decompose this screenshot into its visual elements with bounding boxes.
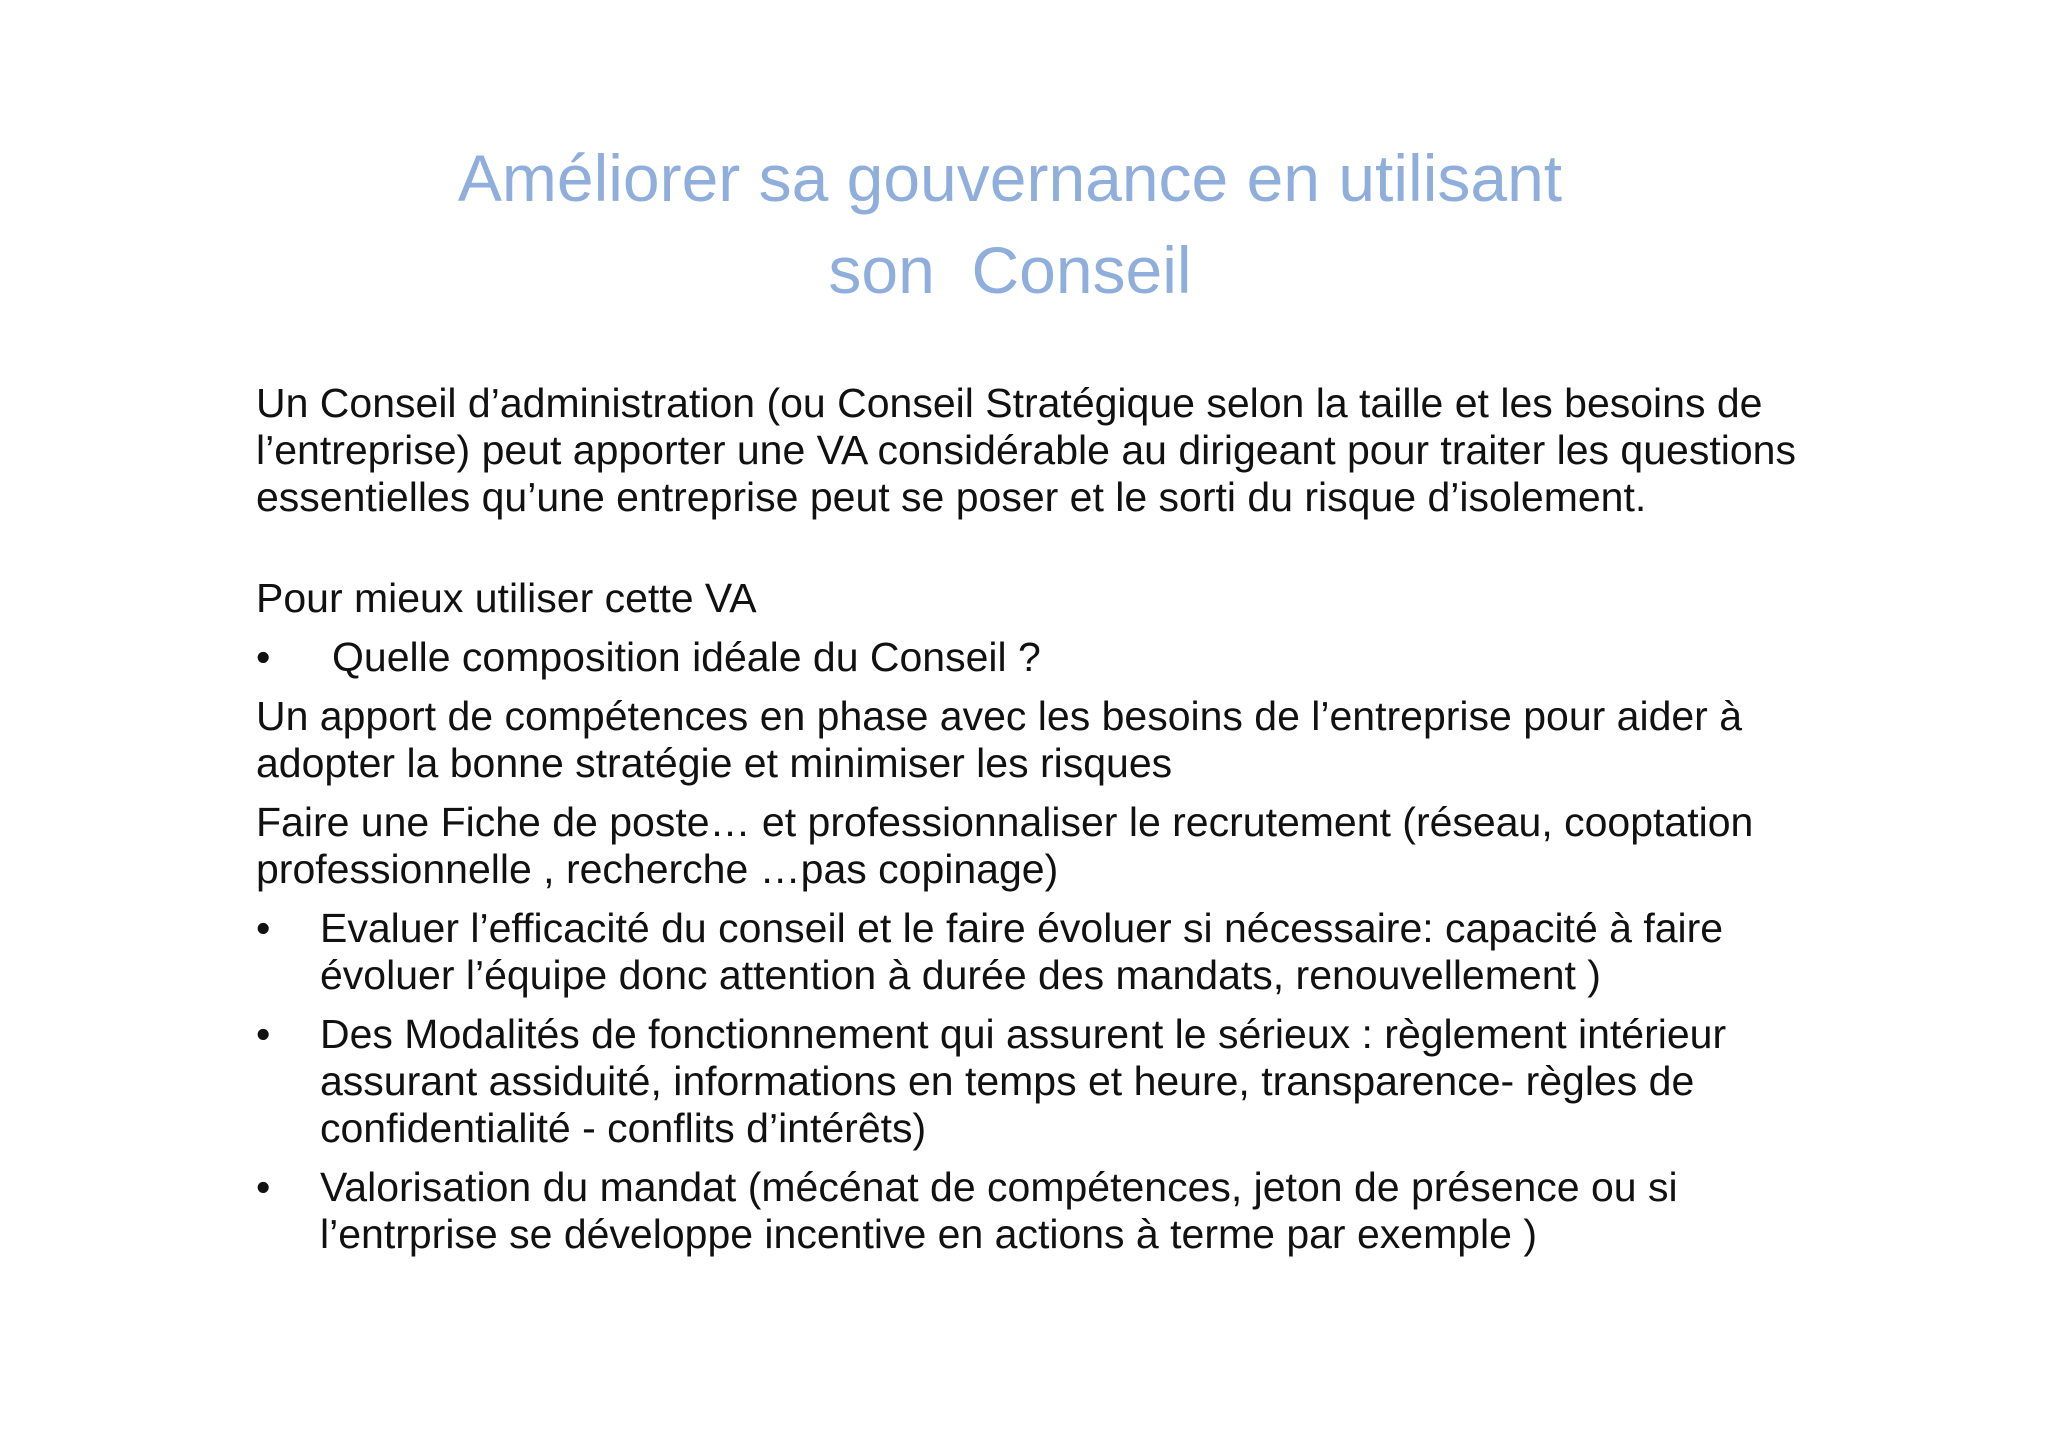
bullet-text: Des Modalités de fonctionnement qui assurent le sérieux : règlement intérieur assurant assiduité, informations en temps et heure, transparence- règles de confidentialité - conflits d’intérêts) [320, 1011, 1727, 1151]
bullet-icon: • [256, 1164, 271, 1210]
competences-paragraph: Un apport de compétences en phase avec les besoins de l’entreprise pour aider à adopter la bonne stratégie et minimiser les risques [256, 693, 1743, 786]
slide-body [256, 380, 1856, 1258]
bullet-icon: • [256, 905, 271, 951]
bullet-item-composition [256, 634, 1856, 681]
bullet-item-modalites [256, 1011, 1856, 1152]
bullet-item-valorisation [256, 1164, 1856, 1258]
title-line-2: son Conseil [828, 233, 1192, 307]
intro-paragraph: Un Conseil d’administration (ou Conseil Stratégique selon la taille et les besoins de l’entreprise) peut apporter une VA considérable au dirigeant pour traiter les questions essentielles qu’une entreprise peut se poser et le sorti du risque d’isolement. [256, 380, 1796, 520]
slide-title [300, 132, 1720, 316]
bullet-icon: • [256, 634, 271, 680]
bullet-icon: • [256, 1011, 271, 1057]
bullet-text: Quelle composition idéale du Conseil ? [332, 634, 1041, 680]
bullet-item-evaluation [256, 905, 1856, 999]
bullet-text: Valorisation du mandat (mécénat de compétences, jeton de présence ou si l’entrprise se développe incentive en actions à terme par exemple ) [320, 1164, 1678, 1257]
title-line-1: Améliorer sa gouvernance en utilisant [457, 141, 1563, 215]
recruitment-paragraph: Faire une Fiche de poste… et professionnaliser le recrutement (réseau, cooptation professionnelle , recherche …pas copinage) [256, 799, 1754, 892]
lead-text: Pour mieux utiliser cette VA [256, 575, 757, 621]
bullet-text: Evaluer l’efficacité du conseil et le faire évoluer si nécessaire: capacité à faire évoluer l’équipe donc attention à durée des mandats, renouvellement ) [320, 905, 1724, 998]
